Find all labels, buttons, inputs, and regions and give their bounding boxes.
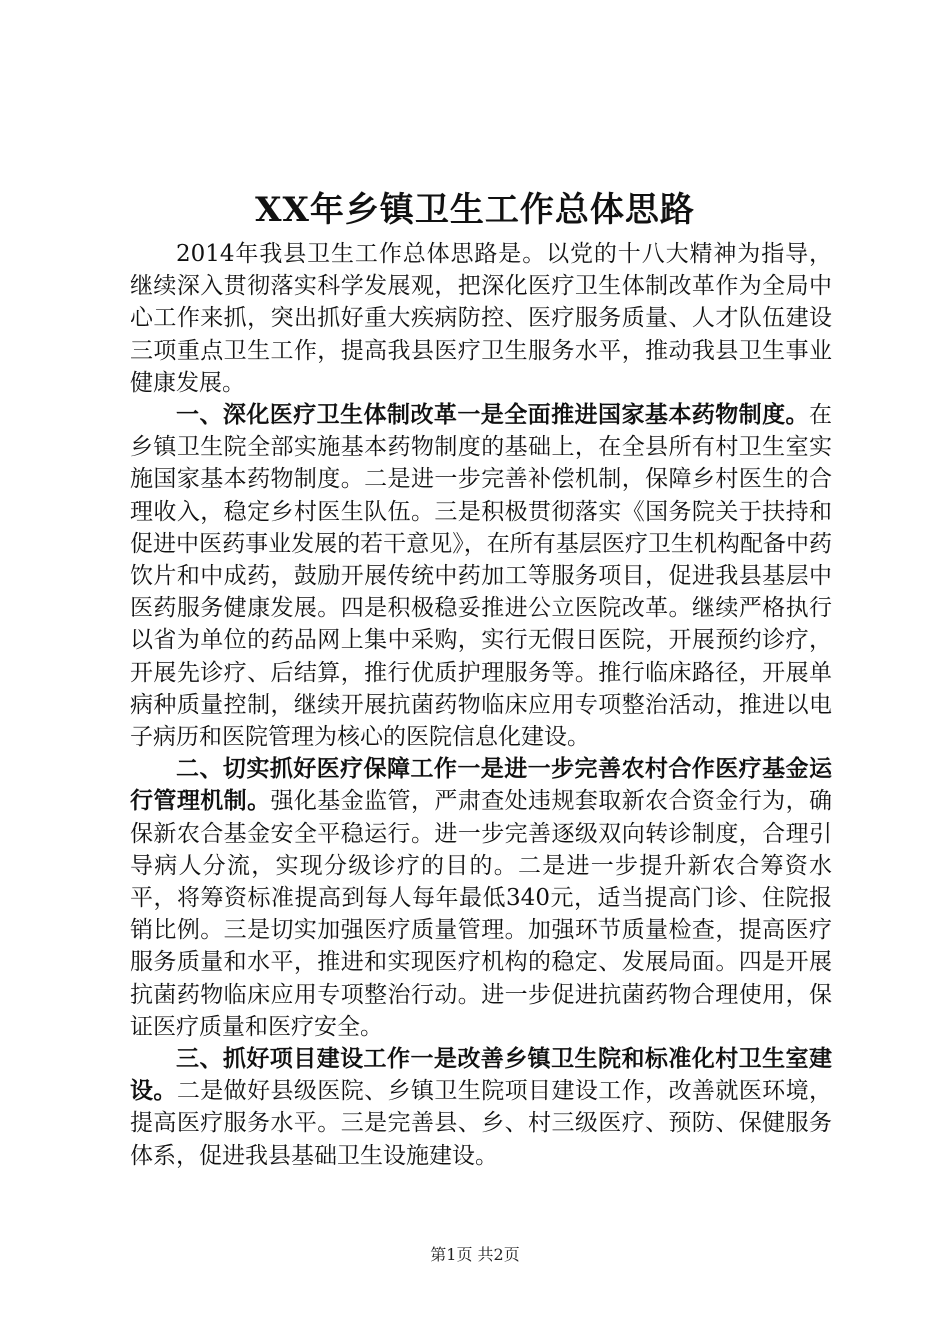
section-3-lead: 三、抓好项目建设工作一是改善乡镇卫生院和标准化村卫生室建设。: [130, 1045, 832, 1105]
page-number-footer: 第1页 共2页: [430, 1245, 520, 1264]
intro-paragraph: 2014年我县卫生工作总体思路是。以党的十八大精神为指导，继续深入贯彻落实科学发展观，把深化医疗卫生体制改革作为全局中心工作来抓，突出抓好重大疾病防控、医疗服务质量、人才队伍建设三项重点卫生工作，提高我县医疗卫生服务水平，推动我县卫生事业健康发展。: [130, 241, 832, 396]
section-2-lead: 二、切实抓好医疗保障工作一是进一步完善农村合作医疗基金运行管理机制。: [130, 755, 832, 815]
section-1-paragraph: [130, 399, 832, 753]
section-3-text: 二是做好县级医院、乡镇卫生院项目建设工作，改善就医环境，提高医疗服务水平。三是完善县、乡、村三级医疗、预防、保健服务体系，促进我县基础卫生设施建设。: [130, 1078, 833, 1169]
document-title: XX年乡镇卫生工作总体思路: [255, 190, 695, 230]
section-2-paragraph: [130, 753, 832, 1043]
section-1-lead: 一、深化医疗卫生体制改革一是全面推进国家基本药物制度。: [176, 401, 809, 429]
document-body: [130, 238, 832, 1172]
section-3-paragraph: [130, 1043, 832, 1172]
section-2-text: 强化基金监管，严肃查处违规套取新农合资金行为，确保新农合基金安全平稳运行。进一步完善逐级双向转诊制度，合理引导病人分流，实现分级诊疗的目的。二是进一步提升新农合筹资水平，将筹资标准提高到每人每年最低340元，适当提高门诊、住院报销比例。三是切实加强医疗质量管理。加强环节质量检查，提高医疗服务质量和水平，推进和实现医疗机构的稳定、发展局面。四是开展抗菌药物临床应用专项整治行动。进一步促进抗菌药物合理使用，保证医疗质量和医疗安全。: [130, 788, 833, 1040]
section-1-text: 在乡镇卫生院全部实施基本药物制度的基础上，在全县所有村卫生室实施国家基本药物制度。二是进一步完善补偿机制，保障乡村医生的合理收入，稳定乡村医生队伍。三是积极贯彻落实《国务院关于扶持和促进中医药事业发展的若干意见》，在所有基层医疗卫生机构配备中药饮片和中成药，鼓励开展传统中药加工等服务项目，促进我县基层中医药服务健康发展。四是积极稳妥推进公立医院改革。继续严格执行以省为单位的药品网上集中采购，实行无假日医院，开展预约诊疗，开展先诊疗、后结算，推行优质护理服务等。推行临床路径，开展单病种质量控制，继续开展抗菌药物临床应用专项整治活动，推进以电子病历和医院管理为核心的医院信息化建设。: [130, 402, 832, 751]
